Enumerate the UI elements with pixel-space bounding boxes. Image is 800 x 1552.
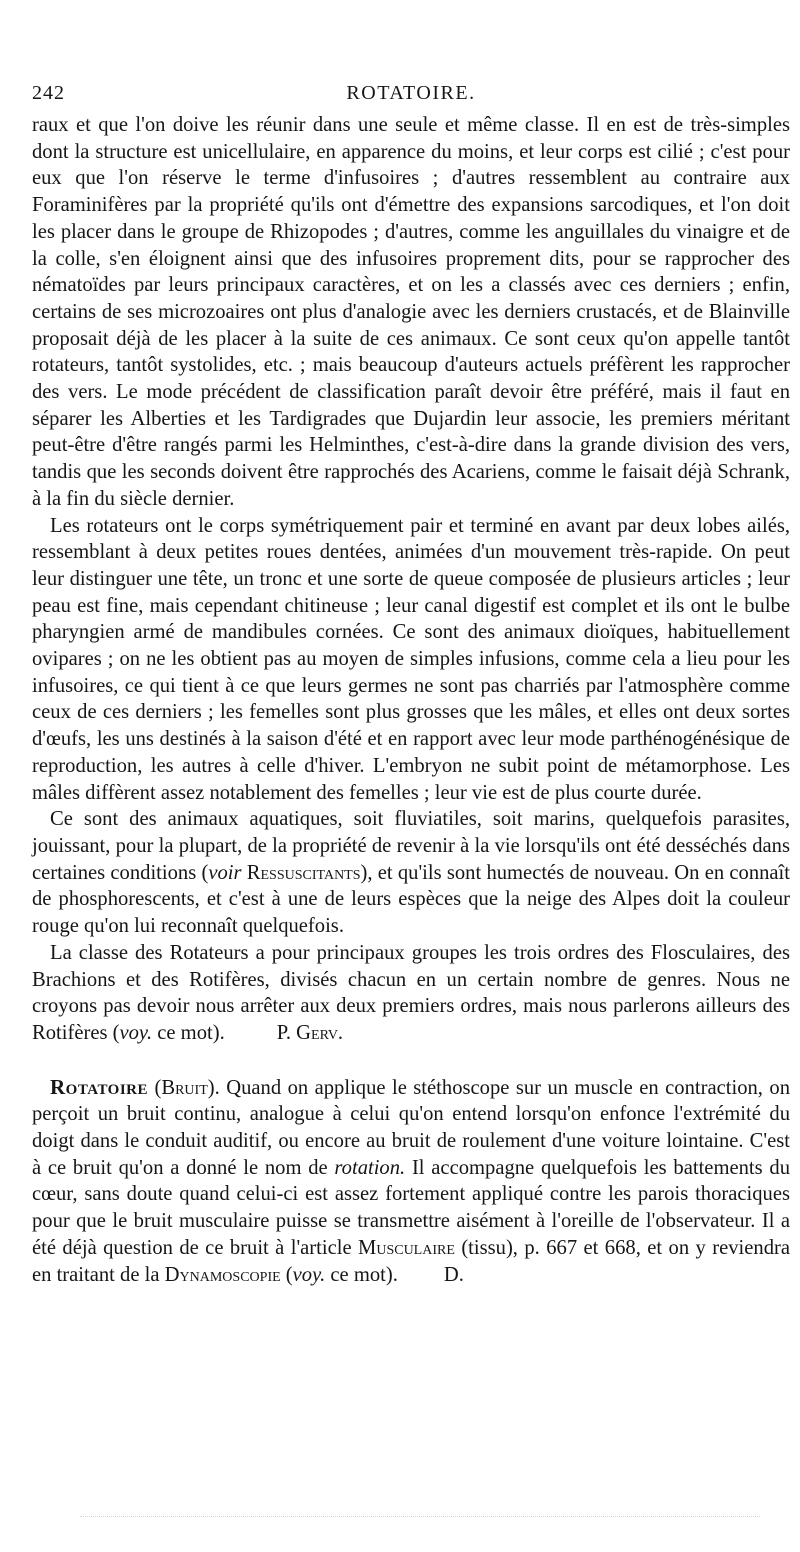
term-rotation: rotation. (334, 1156, 406, 1179)
headword-subject: Bruit (161, 1076, 208, 1099)
paragraph-text: Quand on applique le stéthoscope sur un muscle en contraction, on perçoit un bruit continu, analogue à celui qu'on entend lorsqu'on enfonce l'extrémité du doigt dans le conduit auditif, ou encore au bruit de roulement d'une voiture lointaine. C'est à ce bruit qu'on a donné le nom de (32, 1076, 790, 1179)
paragraph-text: La classe des Rotateurs a pour principaux groupes les trois ordres des Flosculaires, des Brachions et des Rotifères, divisés chacun en un certain nombre de genres. Nous ne croyons pas devoir nous arrêter aux deux premiers ordres, mais nous parlerons ailleurs des Rotifères ( (32, 941, 790, 1044)
paragraph (32, 940, 790, 1047)
article-separator (32, 1047, 790, 1074)
document-page (32, 78, 790, 1288)
paragraph-text: Ce sont des animaux aquatiques, soit fluviatiles, soit marins, quelquefois parasites, jouissant, pour la plupart, de la propriété de revenir à la vie lorsqu'ils ont été desséchés dans certaines conditions ( (32, 808, 790, 884)
page-bottom-edge (80, 1516, 760, 1518)
author-signature: P. Gerv. (276, 1021, 344, 1044)
running-head: ROTATOIRE. (346, 82, 476, 104)
headword: Rotatoire (50, 1074, 149, 1099)
cross-reference-voir: voir (208, 861, 242, 884)
author-signature: D. (443, 1263, 464, 1286)
paragraph-text: Il accompagne quelquefois les battements du cœur, sans doute quand celui-ci est assez fortement appliqué contre les parois thoraciques pour que le bruit musculaire puisse se transmettre aisément à l'oreille de l'observateur. Il a été déjà question de ce bruit à l'article (32, 1156, 790, 1259)
paragraph: raux et que l'on doive les réunir dans une seule et même classe. Il en est de très-simples dont la structure est unicellulaire, en apparence du moins, et leur corps est cilié ; c'est pour eux que l'on réserve le terme d'infusoires ; d'autres ressemblent au contraire aux Foraminifères par la propriété qu'ils ont d'émettre des expansions sarcodiques, et l'on doit les placer dans le groupe de Rhizopodes ; d'autres, comme les anguillales du vinaigre et de la colle, s'en éloignent ainsi que des infusoires proprement dits, pour se rapprocher des nématoïdes par leurs principaux caractères, et on les a classés avec ces derniers ; enfin, certains de ses microzoaires ont plus d'analogie avec les derniers crustacés, et de Blainville proposait déjà de les placer à la suite de ces animaux. Ce sont ceux qu'on appelle tantôt rotateurs, tantôt systolides, etc. ; mais beaucoup d'auteurs actuels préfèrent les rapprocher des vers. Le mode précédent de classification paraît devoir être préféré, mais il faut en séparer les Alberties et les Tardigrades que Dujardin leur associe, les premiers méritant peut-être d'être rangés parmi les Helminthes, c'est-à-dire dans la grande division des vers, tandis que les seconds doivent être rapprochés des Acariens, comme le faisait déjà Schrank, à la fin du siècle dernier. (32, 114, 790, 510)
page-header (32, 78, 790, 112)
cross-reference: Ressuscitants (246, 861, 361, 884)
punctuation: ( (148, 1076, 162, 1099)
cross-reference-voy: voy. (292, 1263, 326, 1286)
cross-reference-voy: voy. (119, 1021, 153, 1044)
page-number: 242 (32, 82, 65, 104)
article-rotatoire-zoology (32, 112, 790, 1047)
paragraph: Les rotateurs ont le corps symétriquement pair et terminé en avant par deux lobes ailés, ressemblant à deux petites roues dentées, animées d'un mouvement très-rapide. On peut leur distinguer une tête, un tronc et une sorte de queue composée de plusieurs articles ; leur peau est fine, mais cependant chitineuse ; leur canal digestif est complet et ils ont le bulbe pharyngien armé de mandibules cornées. Ce sont des animaux dioïques, habituellement ovipares ; on ne les obtient pas au moyen de simples infusions, comme cela a lieu pour les infusoires, ce qui tient à ce que leurs germes ne sont pas charriés par l'atmosphère comme ceux de ces derniers ; les femelles sont plus grosses que les mâles, et elles ont deux sortes d'œufs, les uns destinés à la saison d'été et en rapport avec leur mode parthénogénésique de reproduction, les autres à celle d'hiver. L'embryon ne subit point de métamorphose. Les mâles diffèrent assez notablement des femelles ; leur vie est de plus courte durée. (32, 514, 790, 804)
punctuation: ). (207, 1076, 227, 1099)
paragraph (32, 806, 790, 940)
cross-reference: Musculaire (358, 1236, 455, 1259)
article-rotatoire-bruit (32, 1074, 790, 1289)
paragraph-text: ce mot). (152, 1021, 225, 1044)
paragraph-text: ( (280, 1263, 293, 1286)
cross-reference: Dynamoscopie (164, 1263, 281, 1286)
paragraph (32, 1074, 790, 1289)
paragraph-text: ), et qu'ils sont humectés de nouveau. On en connaît de phosphorescents, et c'est à une de leurs espèces que la neige des Alpes doit la couleur rouge qu'on lui reconnaît quelquefois. (32, 861, 790, 938)
paragraph-text: ce mot). (325, 1263, 398, 1286)
paragraph-text: (tissu), p. 667 et 668, et on y reviendra en traitant de la (32, 1236, 790, 1286)
